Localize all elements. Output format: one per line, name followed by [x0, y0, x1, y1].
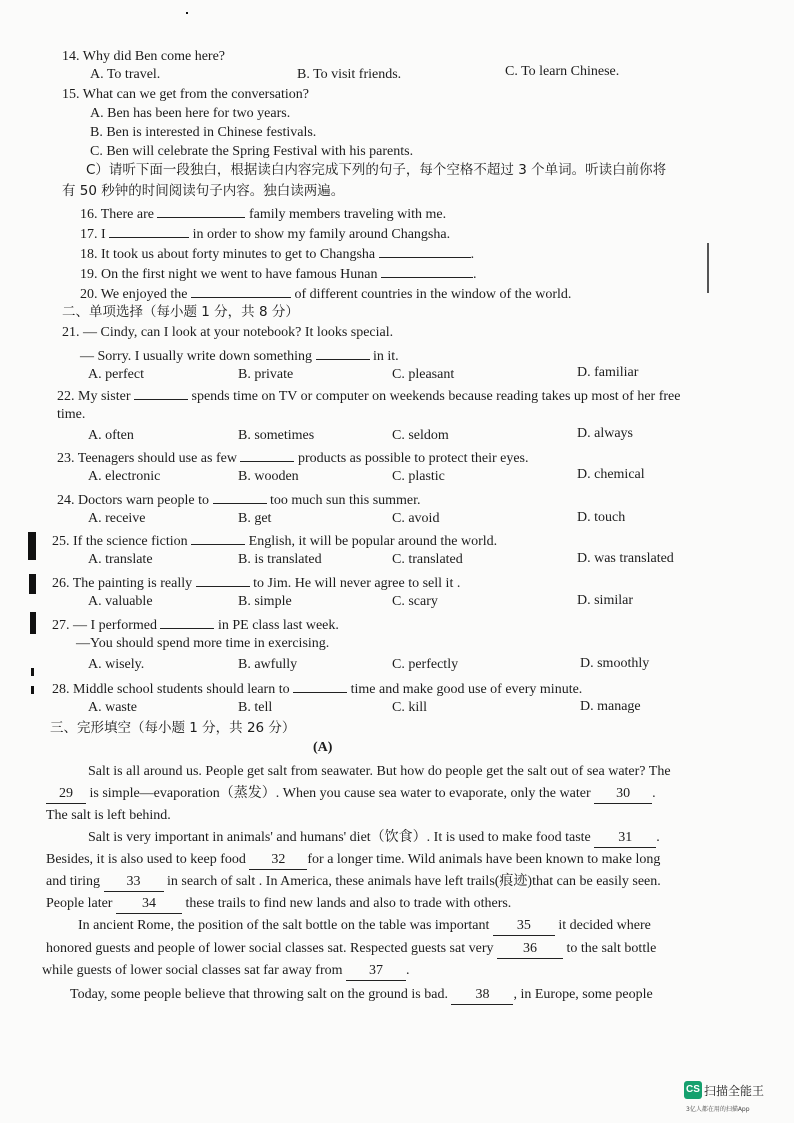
cloze-p2-line3: and tiring 33 in search of salt . In America, these animals have left trails(痕迹)that can be easily seen. — [46, 873, 661, 892]
q23-option-c[interactable]: C. plastic — [392, 469, 445, 484]
q21-line1: 21. — Cindy, can I look at your notebook? It looks special. — [62, 325, 394, 340]
q22-line2: time. — [57, 407, 86, 422]
section-c-instruction-1: C）请听下面一段独白，根据读白内容完成下列的句子，每个空格不超过 3 个单词。听读白前你将 — [86, 162, 667, 178]
q24-line: 24. Doctors warn people to too much sun this summer. — [57, 489, 421, 510]
q18-blank[interactable] — [379, 243, 471, 258]
cloze-p3-line2: honored guests and people of lower social classes sat. Respected guests sat very 36 to the salt bottle — [46, 940, 656, 959]
q20-blank[interactable] — [191, 283, 291, 298]
q23-option-a[interactable]: A. electronic — [88, 469, 161, 484]
cloze-blank-38[interactable]: 38 — [451, 986, 513, 1005]
q28-option-a[interactable]: A. waste — [88, 700, 137, 715]
q23-blank[interactable] — [240, 447, 294, 462]
cloze-blank-33[interactable]: 33 — [104, 873, 164, 892]
q26-line: 26. The painting is really to Jim. He will never agree to sell it . — [52, 572, 460, 593]
q27-line1: 27. — I performed in PE class last week. — [52, 614, 339, 635]
q28-option-b[interactable]: B. tell — [238, 700, 273, 715]
cloze-blank-32[interactable]: 32 — [249, 851, 307, 870]
cloze-p1-line2: 29 is simple—evaporation（蒸发）. When you cause sea water to evaporate, only the water 30 . — [46, 785, 656, 804]
q27-option-c[interactable]: C. perfectly — [392, 657, 459, 672]
cs-badge-icon: CS — [684, 1081, 702, 1099]
q25-option-d[interactable]: D. was translated — [577, 551, 674, 566]
cloze-p1-line1: Salt is all around us. People get salt from seawater. But how do people get the salt out of sea water? The — [88, 764, 671, 779]
cloze-p2-line2: Besides, it is also used to keep food 32 for a longer time. Wild animals have been known to make long — [46, 851, 660, 870]
q21-option-a[interactable]: A. perfect — [88, 367, 144, 382]
q14-stem: 14. Why did Ben come here? — [62, 49, 226, 64]
q21-option-b[interactable]: B. private — [238, 367, 294, 382]
q17-blank[interactable] — [109, 223, 189, 238]
q14-option-c: C. To learn Chinese. — [505, 64, 620, 79]
binding-mark — [28, 532, 36, 560]
q17: 17. I in order to show my family around Changsha. — [80, 223, 450, 244]
q24-option-d[interactable]: D. touch — [577, 510, 626, 525]
q18: 18. It took us about forty minutes to get to Changsha . — [80, 243, 474, 264]
q24-option-c[interactable]: C. avoid — [392, 511, 440, 526]
q22-line1: 22. My sister spends time on TV or computer on weekends because reading takes up most of her free — [57, 385, 680, 406]
q27-option-d[interactable]: D. smoothly — [580, 656, 650, 671]
section-c-instruction-2: 有 50 秒钟的时间阅读句子内容。独白读两遍。 — [62, 183, 345, 199]
q14-option-b: B. To visit friends. — [297, 67, 402, 82]
q21-blank[interactable] — [316, 345, 370, 360]
q27-line2: —You should spend more time in exercising. — [76, 636, 330, 651]
cloze-p2-line4: People later 34 these trails to find new lands and also to trade with others. — [46, 895, 511, 914]
q22-option-b[interactable]: B. sometimes — [238, 428, 315, 443]
binding-mark — [31, 668, 34, 676]
q27-blank[interactable] — [160, 614, 214, 629]
cloze-heading: 三、完形填空（每小题 1 分，共 26 分） — [50, 720, 296, 736]
q15-option-c: C. Ben will celebrate the Spring Festival with his parents. — [90, 144, 414, 159]
q15-option-b: B. Ben is interested in Chinese festivals. — [90, 125, 317, 140]
q25-line: 25. If the science fiction English, it will be popular around the world. — [52, 530, 497, 551]
scan-dot — [186, 12, 188, 14]
q26-option-a[interactable]: A. valuable — [88, 594, 153, 609]
q25-option-b[interactable]: B. is translated — [238, 552, 322, 567]
q15-option-a: A. Ben has been here for two years. — [90, 106, 291, 121]
q22-blank[interactable] — [134, 385, 188, 400]
q25-option-c[interactable]: C. translated — [392, 552, 463, 567]
q23-line: 23. Teenagers should use as few products as possible to protect their eyes. — [57, 447, 529, 468]
camscanner-logo — [684, 1081, 764, 1099]
q25-option-a[interactable]: A. translate — [88, 552, 153, 567]
q21-option-c[interactable]: C. pleasant — [392, 367, 455, 382]
cloze-blank-30[interactable]: 30 — [594, 785, 652, 804]
cloze-blank-35[interactable]: 35 — [493, 917, 555, 936]
q23-option-b[interactable]: B. wooden — [238, 469, 299, 484]
q24-option-b[interactable]: B. get — [238, 511, 272, 526]
cloze-blank-36[interactable]: 36 — [497, 940, 563, 959]
q27-option-a[interactable]: A. wisely. — [88, 657, 145, 672]
binding-mark — [29, 574, 36, 594]
cloze-p2-line1: Salt is very important in animals' and humans' diet（饮食）. It is used to make food taste 31 . — [88, 829, 660, 848]
cloze-blank-34[interactable]: 34 — [116, 895, 182, 914]
q22-option-d[interactable]: D. always — [577, 426, 633, 441]
q21-line2: — Sorry. I usually write down something in it. — [80, 345, 399, 366]
q26-option-c[interactable]: C. scary — [392, 594, 438, 609]
q19: 19. On the first night we went to have famous Hunan . — [80, 263, 476, 284]
q26-blank[interactable] — [196, 572, 250, 587]
q24-blank[interactable] — [213, 489, 267, 504]
binding-mark — [31, 686, 34, 694]
scan-margin-line — [707, 243, 709, 293]
cloze-p1-line3: The salt is left behind. — [46, 808, 171, 823]
q27-option-b[interactable]: B. awfully — [238, 657, 298, 672]
cloze-p3-line3: while guests of lower social classes sat far away from 37 . — [42, 962, 410, 981]
cloze-blank-37[interactable]: 37 — [346, 962, 406, 981]
q19-blank[interactable] — [381, 263, 473, 278]
cloze-p4-line1: Today, some people believe that throwing salt on the ground is bad. 38 , in Europe, some people — [70, 986, 653, 1005]
q25-blank[interactable] — [191, 530, 245, 545]
q28-option-d[interactable]: D. manage — [580, 699, 641, 714]
q23-option-d[interactable]: D. chemical — [577, 467, 645, 482]
q21-option-d[interactable]: D. familiar — [577, 365, 639, 380]
cloze-blank-31[interactable]: 31 — [594, 829, 656, 848]
q28-line: 28. Middle school students should learn to time and make good use of every minute. — [52, 678, 582, 699]
q15-stem: 15. What can we get from the conversation? — [62, 87, 309, 102]
cloze-blank-29[interactable]: 29 — [46, 785, 86, 804]
q22-option-c[interactable]: C. seldom — [392, 428, 449, 443]
q22-option-a[interactable]: A. often — [88, 428, 134, 443]
q24-option-a[interactable]: A. receive — [88, 511, 146, 526]
camscanner-name: 扫描全能王 — [704, 1083, 765, 1098]
q14-option-a: A. To travel. — [90, 67, 161, 82]
q26-option-b[interactable]: B. simple — [238, 594, 292, 609]
single-choice-heading: 二、单项选择（每小题 1 分，共 8 分） — [62, 304, 299, 320]
cloze-p3-line1: In ancient Rome, the position of the salt bottle on the table was important 35 it decided where — [78, 917, 651, 936]
q20: 20. We enjoyed the of different countries in the window of the world. — [80, 283, 571, 304]
camscanner-tagline: 3亿人都在用的扫描App — [686, 1106, 750, 1113]
q26-option-d[interactable]: D. similar — [577, 593, 633, 608]
q16: 16. There are family members traveling with me. — [80, 203, 446, 224]
passage-label: (A) — [313, 740, 333, 755]
q28-blank[interactable] — [293, 678, 347, 693]
q16-blank[interactable] — [157, 203, 245, 218]
binding-mark — [30, 612, 36, 634]
q28-option-c[interactable]: C. kill — [392, 700, 428, 715]
